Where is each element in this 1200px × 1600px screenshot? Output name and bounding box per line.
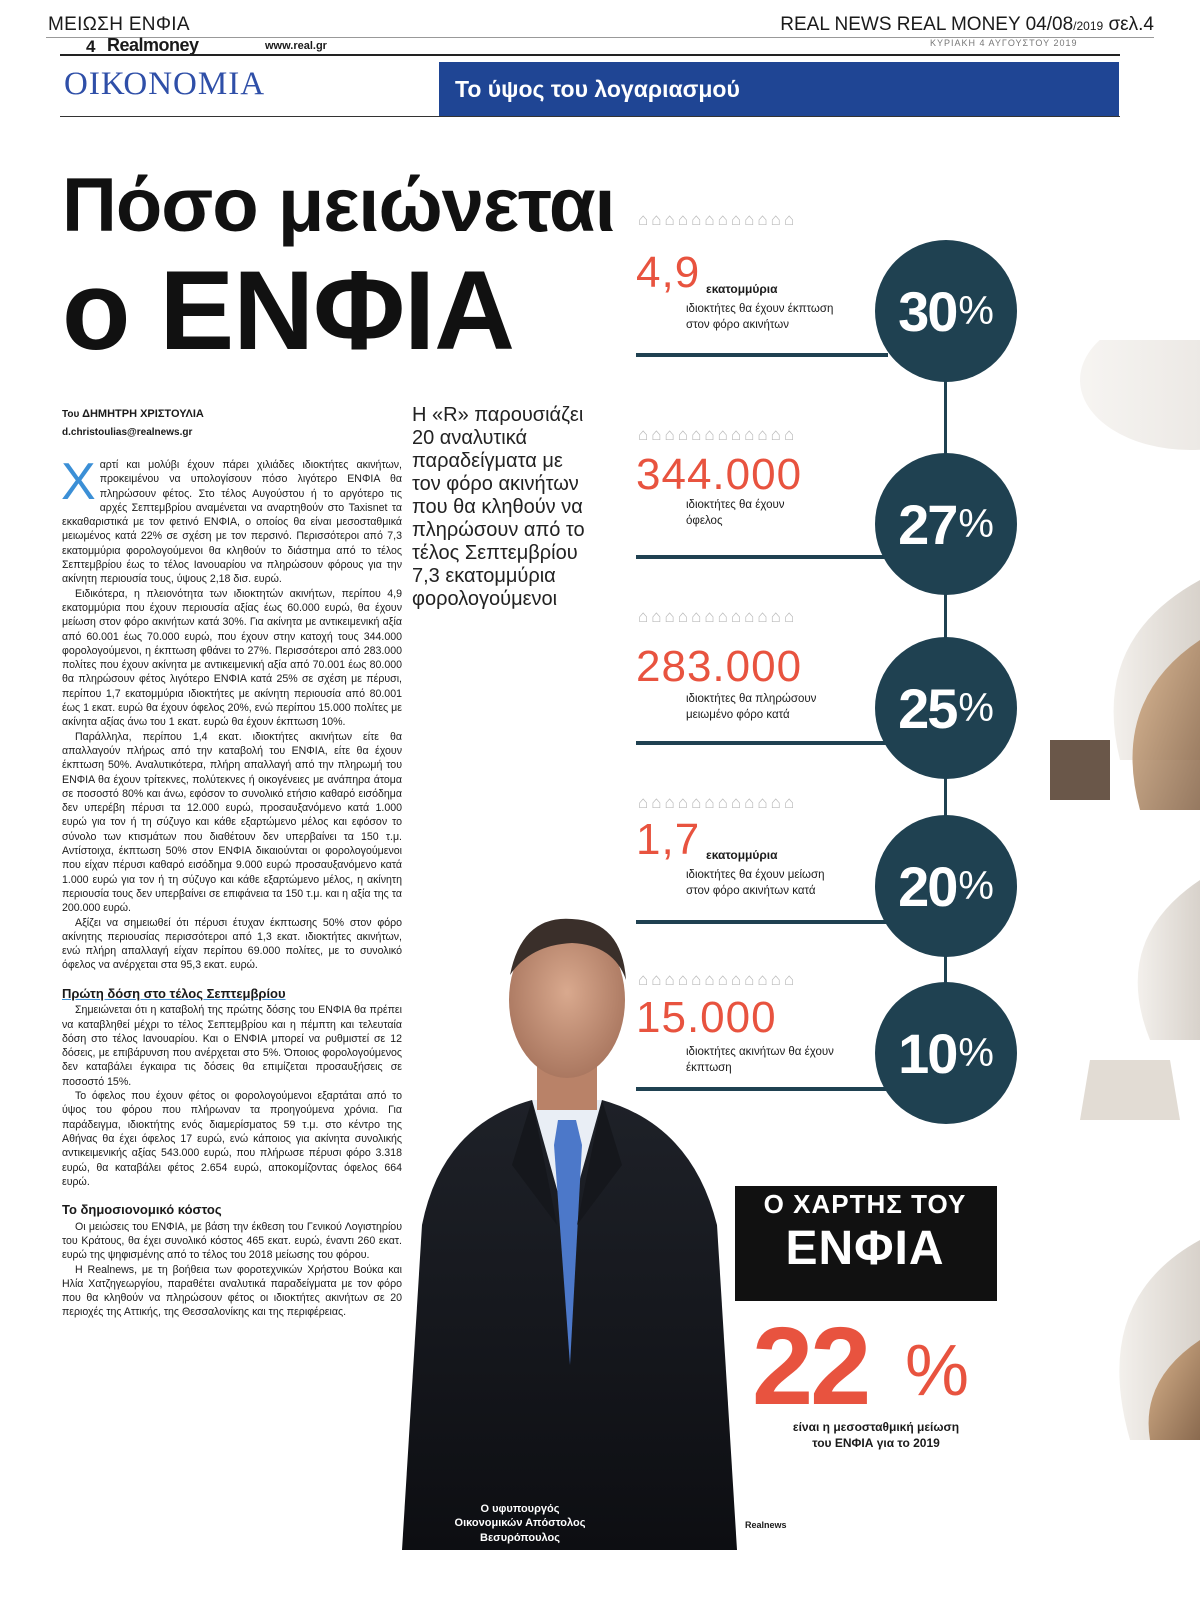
stat-desc-line: όφελος (686, 514, 723, 527)
stat-bar (636, 1087, 888, 1091)
stat-desc-line: στον φόρο ακινήτων κατά (686, 884, 816, 897)
clip-page: σελ.4 (1103, 14, 1154, 35)
paragraph: Παράλληλα, περίπου 1,4 εκατ. ιδιοκτήτες ακινήτων είτε θα απαλλαγούν πλήρως από την καταβολή του ΕΝΦΙΑ, είτε θα έχουν έκπτωση 50%. Αναλυτικότερα, πλήρη απαλλαγή από την πληρωμή του ΕΝΦΙΑ θα έχουν τρίτεκνες, πολύτεκνες ή οικογένειες με ανάπηρα άτομα σε ποσοστό 80% και άνω, εφόσον το συνολικό ετήσιο καθαρό εισόδημα δεν υπερέβη πέρυσι τα 12.000 ευρώ, προσαυξανόμενο κατά 1.000 ευρώ για τον ή τη σύζυγο και κάθε εξαρτώμενο μέλος και εφόσον το σύνολο των κτισμάτων που διαθέτουν δεν υπερβαίνει τα 150 τ.μ. Αντίστοιχα, έκπτωση 50% στον ΕΝΦΙΑ δικαιούνται οι φορολογούμενοι που είχαν πέρυσι καθαρό εισόδημα 9.000 ευρώ προσαυξανόμενο κατά 1.000 ευρώ για τον ή τη σύζυγο και κάθε εξαρτώμενο μέλος, η ακίνητη περιουσία τους δεν υπερβαίνει σε επιφάνεια τα 150 τ.μ. και η αξία της τα 200.000 ευρώ. (62, 730, 402, 915)
stat-value: 344.000 (636, 450, 803, 499)
stat-unit: εκατομμύρια (706, 848, 778, 862)
percent-circle (875, 982, 1017, 1124)
paragraph: Αξίζει να σημειωθεί ότι πέρυσι έτυχαν έκπτωσης 50% στον φόρο ακίνητης περιουσίας περισσότεροι από 1,3 εκατ. ιδιοκτήτες ακινήτων, ενώ πλήρη απαλλαγή είχαν περίπου 69.000 πολίτες, με το συνολικό όφελος να ανέρχεται στα 95,3 εκατ. ευρώ. (62, 916, 402, 972)
paragraph (61, 453, 402, 587)
issue-date: ΚΥΡΙΑΚΗ 4 ΑΥΓΟΥΣΤΟΥ 2019 (930, 38, 1078, 48)
stat-desc-line: έκπτωση (686, 1061, 732, 1074)
house-row-icon: ⌂⌂⌂⌂⌂⌂⌂⌂⌂⌂⌂⌂ (638, 607, 798, 626)
map-box-title: Ο ΧΑΡΤΗΣ ΤΟΥ (763, 1189, 967, 1219)
percent-sign: % (958, 288, 994, 333)
stat-description (686, 1045, 834, 1076)
stat-desc-line: στον φόρο ακινήτων (686, 318, 790, 331)
paragraph: Οι μειώσεις του ΕΝΦΙΑ, με βάση την έκθεση του Γενικού Λογιστηρίου του Κράτους, θα έχει συνολικό κόστος 465 εκατ. ευρώ, έναντι 260 εκατ. ευρώ της ψηφισμένης από το τέλος του 2018 μείωσης του φόρου. (62, 1220, 402, 1262)
percent-circle (875, 453, 1017, 595)
stat-value: 1,7 (636, 815, 701, 864)
stat-desc-line: ιδιοκτήτες ακινήτων θα έχουν (686, 1046, 834, 1058)
house-row-icon: ⌂⌂⌂⌂⌂⌂⌂⌂⌂⌂⌂⌂ (638, 425, 798, 444)
stat-unit: εκατομμύρια (706, 282, 778, 296)
brand-logo: Realmoney (107, 35, 199, 55)
stat-description (686, 498, 785, 529)
percent-sign: % (958, 863, 994, 908)
drop-cap: Χ (61, 453, 96, 511)
house-row-icon: ⌂⌂⌂⌂⌂⌂⌂⌂⌂⌂⌂⌂ (638, 970, 798, 989)
stat-value: 15.000 (636, 993, 777, 1042)
percent-sign: % (958, 501, 994, 546)
percent-value: 10 (898, 1021, 957, 1085)
byline (62, 408, 204, 420)
paragraph: Σημειώνεται ότι η καταβολή της πρώτης δόσης του ΕΝΦΙΑ θα πρέπει να καταβληθεί μέχρι το τέλος Σεπτεμβρίου και η πέμπτη και τελευταία δόση στο τέλος Ιανουαρίου. Και ο ΕΝΦΙΑ μπορεί να ρυθμιστεί σε 12 δόσεις, με επιβάρυνση που ανέρχεται στο 5%. Όποιος φορολογούμενος δεν καταβάλει έγκαιρα τις δόσεις θα επιμίζεται προσαυξήσεις σε ποσοστό 15%. (62, 1004, 402, 1088)
average-reduction-description (776, 1420, 976, 1451)
average-desc-line: είναι η μεσοσταθμική μείωση (792, 1420, 960, 1434)
headline (62, 163, 622, 374)
average-desc-line: του ΕΝΦΙΑ για το 2019 (812, 1435, 940, 1450)
percent-circle (875, 815, 1017, 957)
map-box-subtitle: ΕΝΦΙΑ (785, 1222, 945, 1275)
paragraph: Η Realnews, με τη βοήθεια των φοροτεχνικών Χρήστου Βούκα και Ηλία Χατζηγεωργίου, παραθέτει αναλυτικά παραδείγματα με τον φόρο που θα κληθούν να πληρώσουν φέτος οι ιδιοκτήτες ακινήτων σε 20 περιοχές της Αττικής, της Θεσσαλονίκης και της περιφέρειας. (62, 1263, 402, 1319)
stat-value: 283.000 (636, 642, 803, 691)
byline-prefix: Του (62, 409, 83, 420)
headline-line-1: Πόσο μειώνεται (62, 163, 615, 248)
clip-year: /2019 (1073, 19, 1104, 33)
stat-bar (636, 353, 888, 357)
graphic-credit: Realnews (745, 1520, 787, 1530)
stat-desc-line: ιδιοκτήτες θα πληρώσουν (686, 693, 817, 705)
caption-line: Βεσυρόπουλος (480, 1531, 560, 1544)
average-reduction-sign: % (905, 1331, 970, 1411)
stat-bar (636, 741, 888, 745)
clip-source (780, 14, 1154, 36)
clip-source-name: REAL NEWS REAL MONEY 04/08 (780, 14, 1074, 35)
clip-title: ΜΕΙΩΣΗ ΕΝΦΙΑ (48, 14, 190, 35)
section-label: ΟΙΚΟΝΟΜΙΑ (64, 66, 266, 102)
banner-title: Το ύψος του λογαριασμού (455, 76, 740, 102)
stat-description (686, 302, 833, 333)
pull-quote: Η «R» παρουσιάζει 20 αναλυτικά παραδείγματα με τον φόρο ακινήτων που θα κληθούν να πληρώσουν από το τέλος Σεπτεμβρίου 7,3 εκατομμύρια φορολογούμενοι (412, 404, 585, 610)
percent-value: 25 (898, 676, 957, 740)
house-row-icon: ⌂⌂⌂⌂⌂⌂⌂⌂⌂⌂⌂⌂ (638, 210, 798, 229)
stat-desc-line: ιδιοκτήτες θα έχουν (686, 499, 785, 511)
photo-caption (420, 1502, 620, 1545)
caption-line: Οικονομικών Απόστολος (454, 1517, 586, 1530)
stat-description (686, 692, 816, 723)
percent-sign: % (958, 1030, 994, 1075)
brand-url: www.real.gr (265, 40, 327, 52)
stat-description (686, 868, 825, 899)
byline-author: ΔΗΜΗΤΡΗ ΧΡΙΣΤΟΥΛΙΑ (82, 408, 204, 420)
caption-line: Ο υφυπουργός (480, 1503, 560, 1515)
average-reduction-value: 22 (752, 1305, 869, 1428)
section-divider (60, 116, 1120, 117)
stat-desc-line: ιδιοκτήτες θα έχουν έκπτωση (686, 303, 834, 315)
percent-circle (875, 240, 1017, 382)
strip-divider (60, 54, 1120, 56)
author-email[interactable]: d.christoulias@realnews.gr (62, 427, 193, 438)
subheading-fiscal-cost: Το δημοσιονομικό κόστος (62, 1202, 222, 1218)
house-row-icon: ⌂⌂⌂⌂⌂⌂⌂⌂⌂⌂⌂⌂ (638, 793, 798, 812)
page-number: 4 (86, 37, 96, 56)
stat-desc-line: μειωμένο φόρο κατά (686, 708, 790, 721)
percent-circle (875, 637, 1017, 779)
hourglass-illustration (1050, 340, 1200, 1460)
paragraph-text: αρτί και μολύβι έχουν πάρει χιλιάδες ιδιοκτήτες ακινήτων, προκειμένου να υπολογίσουν πόσο λιγότερο ΕΝΦΙΑ θα πληρώσουν φέτος. Στο τέλος Αυγούστου ή το αργότερο τις αρχές Σεπτεμβρίου αναμένεται να αναρτηθούν στο Taxisnet τα εκκαθαριστικά με τον φετινό ΕΝΦΙΑ, ο οποίος θα είναι μεσοσταθμικά μειωμένος κατά 22% σε σχέση με τον περσινό. Περισσότεροι από 7,3 εκατομμύρια φορολογούμενοι θα κληθούν τo διάστημα από το τέλος Σεπτεμβρίου έως το τέλος Ιανουαρίου να πληρώσουν φόρους για την ακίνητη περιουσία τους, ύψους 2,18 δισ. ευρώ. (62, 459, 402, 586)
headline-line-2: ο ΕΝΦΙΑ (62, 248, 515, 374)
subheading-first-installment: Πρώτη δόση στο τέλος Σεπτεμβρίου (62, 985, 286, 1001)
stat-value: 4,9 (636, 248, 701, 297)
paragraph: Ειδικότερα, η πλειονότητα των ιδιοκτητών ακινήτων, περίπου 4,9 εκατομμύρια που έχουν περιουσία αξίας έως 60.000 ευρώ, θα έχουν μείωση στον φόρο ακινήτων κατά 30%. Για ακίνητα με αντικειμενική αξία από 60.001 έως 70.000 ευρώ, που έχουν στην κατοχή τους 344.000 φορολογούμενοι, η έκπτωση φθάνει το 27%. Περισσότεροι από 283.000 πολίτες που έχουν ακίνητα με αντικειμενική αξία από 70.001 έως 80.000 θα πληρώσουν φέτος λιγότερο ΕΝΦΙΑ κατά 25% σε σχέση με πέρυσι, περίπου 1,7 εκατομμύρια ιδιοκτήτες με ακίνητη περιουσία από 80.001 έως 1 εκατ. ευρώ θα έχουν όφελος 20%, ενώ περίπου 15.000 πολίτες με ακίνητα αξίας άνω του 1 εκατ. ευρώ θα έχουν έκπτωση 10%. (62, 587, 402, 729)
percent-sign: % (958, 685, 994, 730)
percent-value: 30 (898, 279, 957, 343)
stat-desc-line: ιδιοκτήτες θα έχουν μείωση (686, 869, 825, 881)
percent-value: 20 (898, 854, 957, 918)
stat-bar (636, 555, 888, 559)
stat-bar (636, 920, 888, 924)
article-body (61, 453, 402, 1320)
paragraph: Το όφελος που έχουν φέτος οι φορολογούμενοι εξαρτάται από το ύψος του φόρου που πλήρωναν τα προηγούμενα χρόνια. Για παράδειγμα, ιδιοκτήτης ενός διαμερίσματος 59 τ.μ. στο κέντρο της Αθήνας θα έχει όφελος 17 ευρώ, ενώ κάποιος για ακίνητα συνολικής αντικειμενικής αξίας 543.000 ευρώ, που πλήρωσε πέρυσι φόρο 3.318 ευρώ, θα καταβάλει φέτος 2.654 ευρώ, αποκομίζοντας όφελος 664 ευρώ. (62, 1090, 402, 1188)
percent-value: 27 (898, 492, 957, 556)
